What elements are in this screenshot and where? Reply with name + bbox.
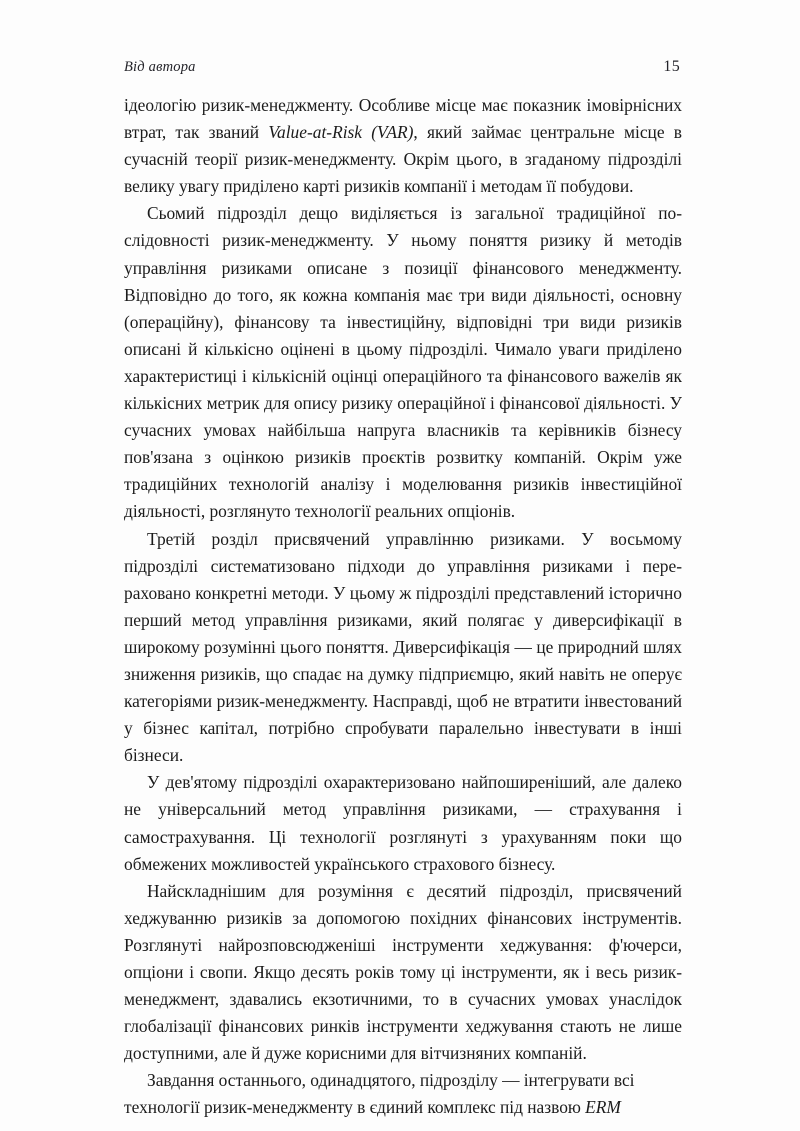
body-text-block	[124, 92, 682, 1122]
running-head-title: Від автора	[124, 59, 196, 75]
paragraph-1: ідеологію ризик-менеджменту. Особливе місце має показник імовірнісних втрат, так званий Value-at-Risk (VAR), який займає центральне місце в сучасній теорії ризик-менеджменту. Окрім цього, в згаданому підрозділі велику увагу приділено карті ризиків компанії і методам її побудови.	[124, 95, 682, 197]
paragraph-4: У дев'ятому підрозділі охарактеризовано найпоширеніший, але далеко не універсальний метод управління ризиками, — страхування і самострахування. Ці технології розглянуті з урахуванням поки що обмежених можливостей українського страхового бізнесу.	[124, 772, 682, 874]
paragraph-5: Найскладнішим для розуміння є десятий підрозділ, присвячений хеджуванню ризиків за допомогою похідних фінансових інструментів. Розглянуті найрозповсюдженіші інструменти хеджування: ф'ючерси, опціони і свопи. Якщо десять років тому ці інструменти, як і весь ризик-менеджмент, здавались екзотичними, то в сучасних умовах унаслідок глобалізації фінансових ринків інструменти хеджування стають не лише доступними, але й дуже корисними для вітчизняних компаній.	[124, 880, 682, 1064]
page-number: 15	[663, 58, 680, 75]
paragraph-2: Сьомий підрозділ дещо виділяється із загальної традиційної послідовності ризик-менеджменту. У ньому поняття ризику й методів управління ризиками описане з позиції фінансового менеджменту. Відповідно до того, як кожна компанія має три види діяльності, основну (операційну), фінансову та інвестиційну, відповідні три види ризиків описані й кількісно оцінені в цьому підрозділі. Чимало уваги приділено характеристиці і кількісній оцінці операційного та фінансового важелів як кількісних метрик для опису ризику операційної і фінансової діяльності. У сучасних умовах найбільша напруга власників та керівників бізнесу пов'язана з оцінкою ризиків проєктів розвитку компаній. Окрім уже традиційних технологій аналізу і моделювання ризиків інвестиційної діяльності, розглянуто технології реальних опціонів.	[124, 203, 682, 522]
paragraph-3: Третій розділ присвячений управлінню ризиками. У восьмому підрозділі систематизовано підходи до управління ризиками і перераховано конкретні методи. У цьому ж підрозділі представлений історично перший метод управління ризиками, який полягає у диверсифікації в широкому розумінні цього поняття. Диверсифікація — це природний шлях зниження ризиків, що спадає на думку підприємцю, який навіть не оперує категоріями ризик-менеджменту. Насправді, щоб не втратити інвестований у бізнес капітал, потрібно спробувати паралельно інвестувати в інші бізнеси.	[124, 528, 682, 766]
paragraph-6: Завдання останнього, одинадцятого, підрозділу — інтегрувати всі технології ризик-менеджменту в єдиний комплекс під назвою ERM	[124, 1070, 635, 1118]
running-head	[124, 58, 680, 80]
